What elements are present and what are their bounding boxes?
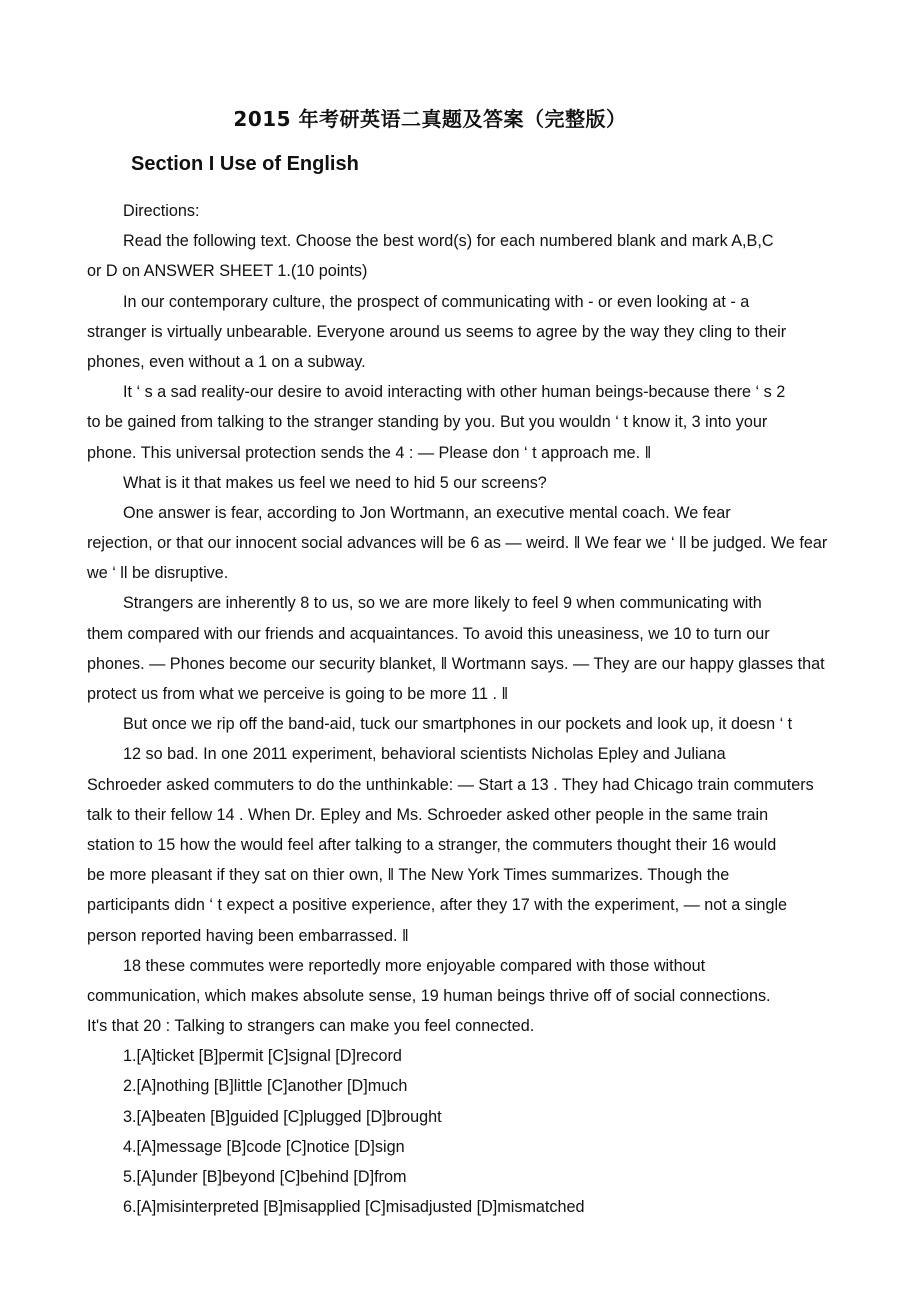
answer-option-line: 4.[A]message [B]code [C]notice [D]sign — [123, 1137, 405, 1156]
passage-line: or D on ANSWER SHEET 1.(10 points) — [87, 262, 368, 281]
passage-line: phones, even without a 1 on a subway. — [87, 352, 366, 371]
passage-line: What is it that makes us feel we need to hid 5 our screens? — [123, 473, 547, 492]
passage-line: 12 so bad. In one 2011 experiment, behavioral scientists Nicholas Epley and Juliana — [123, 745, 726, 764]
passage-line: protect us from what we perceive is going to be more 11 . ‖ — [87, 685, 509, 703]
passage-line: participants didn ‘ t expect a positive experience, after they 17 with the experiment, — not a single — [87, 896, 788, 915]
passage-line: them compared with our friends and acquaintances. To avoid this uneasiness, we 10 to turn our — [87, 624, 770, 643]
passage-line: stranger is virtually unbearable. Everyone around us seems to agree by the way they cling to their — [87, 322, 787, 341]
passage-line: It ‘ s a sad reality-our desire to avoid interacting with other human beings-because there ‘ s 2 — [123, 383, 786, 402]
passage-line: Schroeder asked commuters to do the unthinkable: — Start a 13 . They had Chicago train commuters — [87, 775, 814, 794]
passage-line: rejection, or that our innocent social advances will be 6 as — weird. ‖ We fear we ‘ ll be judged. We fear — [87, 534, 828, 553]
answer-option-line: 6.[A]misinterpreted [B]misapplied [C]misadjusted [D]mismatched — [123, 1198, 585, 1217]
passage-line: communication, which makes absolute sense, 19 human beings thrive off of social connections. — [87, 986, 771, 1005]
passage-line: we ‘ ll be disruptive. — [87, 564, 229, 583]
passage-line: In our contemporary culture, the prospect of communicating with - or even looking at - a — [123, 292, 750, 311]
passage-line: phones. — Phones become our security blanket, ‖ Wortmann says. — They are our happy glasses that — [87, 654, 825, 673]
passage-line: Strangers are inherently 8 to us, so we are more likely to feel 9 when communicating with — [123, 594, 762, 613]
passage-line: person reported having been embarrassed. ‖ — [87, 926, 409, 945]
passage-line: station to 15 how the would feel after talking to a stranger, the commuters thought their 16 would — [87, 835, 777, 854]
passage-line: One answer is fear, according to Jon Wortmann, an executive mental coach. We fear — [123, 503, 731, 522]
passage-line: to be gained from talking to the stranger standing by you. But you wouldn ‘ t know it, 3 into your — [87, 413, 768, 432]
passage-line: phone. This universal protection sends the 4 : — Please don ‘ t approach me. ‖ — [87, 443, 652, 462]
passage-line: It's that 20 : Talking to strangers can make you feel connected. — [87, 1017, 535, 1036]
passage-line: talk to their fellow 14 . When Dr. Epley and Ms. Schroeder asked other people in the same train — [87, 805, 769, 824]
section-heading: Section I Use of English — [131, 153, 359, 175]
answer-option-line: 1.[A]ticket [B]permit [C]signal [D]record — [123, 1047, 402, 1066]
answer-option-line: 5.[A]under [B]beyond [C]behind [D]from — [123, 1168, 407, 1186]
document-title: 2015 年考研英语二真题及答案（完整版） — [233, 107, 627, 131]
passage-line: be more pleasant if they sat on thier own, ‖ The New York Times summarizes. Though the — [87, 866, 730, 885]
passage-line: 18 these commutes were reportedly more enjoyable compared with those without — [123, 956, 706, 975]
answer-option-line: 3.[A]beaten [B]guided [C]plugged [D]brought — [123, 1107, 442, 1126]
answer-option-line: 2.[A]nothing [B]little [C]another [D]much — [123, 1077, 408, 1096]
passage-line: But once we rip off the band-aid, tuck our smartphones in our pockets and look up, it doesn ‘ t — [123, 715, 793, 734]
passage-line: Read the following text. Choose the best word(s) for each numbered blank and mark A,B,C — [123, 232, 774, 251]
passage-line: Directions: — [123, 202, 200, 220]
passage-body — [87, 196, 920, 1222]
